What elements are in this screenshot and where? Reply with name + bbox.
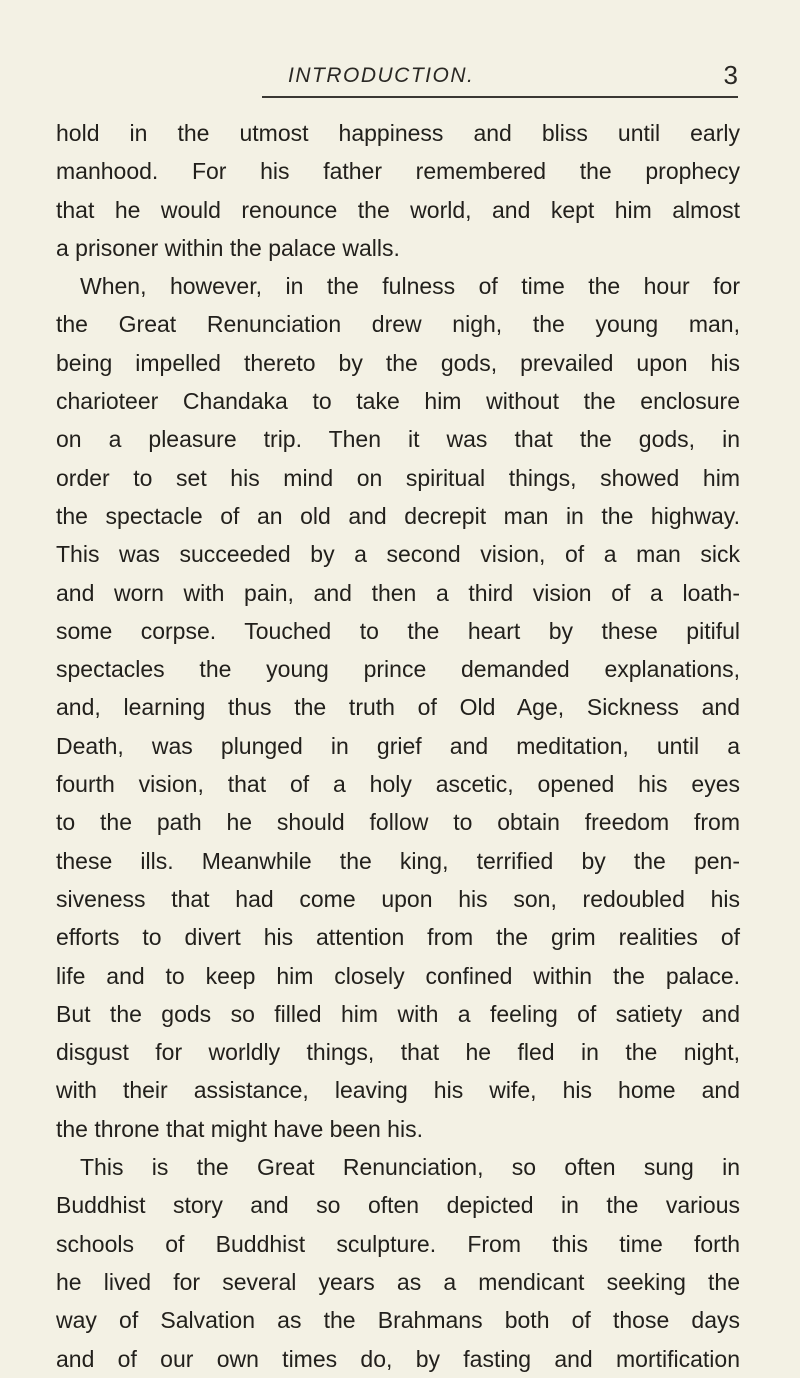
text-line: these ills. Meanwhile the king, terrified by the pen- [56,847,740,874]
text-line: Death, was plunged in grief and meditation, until a [56,732,740,759]
text-line: spectacles the young prince demanded explanations, [56,656,740,683]
text-line: efforts to divert his attention from the grim realities of [56,924,740,951]
text-line: order to set his mind on spiritual things, showed him [56,464,740,491]
text-line: Buddhist story and so often depicted in the various [56,1192,740,1219]
text-line: life and to keep him closely confined within the palace. [56,962,740,989]
page-number: 3 [723,60,738,90]
text-line: way of Salvation as the Brahmans both of those days [56,1307,740,1334]
text-line: the Great Renunciation drew nigh, the young man, [56,311,740,338]
text-line: the spectacle of an old and decrepit man in the highway. [56,502,740,529]
text-line: manhood. For his father remembered the prophecy [56,158,740,185]
text-line: schools of Buddhist sculpture. From this time forth [56,1230,740,1257]
text-line: with their assistance, leaving his wife, his home and [56,1077,740,1104]
text-line: This is the Great Renunciation, so often sung in [80,1154,740,1181]
body-text [56,114,740,1378]
header-rule [262,96,738,98]
text-line: disgust for worldly things, that he fled in the night, [56,1039,740,1066]
text-line: This was succeeded by a second vision, of a man sick [56,541,740,568]
text-line: fourth vision, that of a holy ascetic, opened his eyes [56,771,740,798]
text-line: and worn with pain, and then a third vision of a loath- [56,579,740,606]
running-title: INTRODUCTION. [288,64,475,87]
running-head [262,60,738,100]
text-line: and, learning thus the truth of Old Age, Sickness and [56,694,740,721]
text-line: When, however, in the fulness of time the hour for [80,273,740,300]
text-line: hold in the utmost happiness and bliss until early [56,120,740,146]
text-line: But the gods so filled him with a feeling of satiety and [56,1000,740,1027]
text-line: a prisoner within the palace walls. [56,234,400,261]
text-line: charioteer Chandaka to take him without the enclosure [56,388,740,415]
text-line: that he would renounce the world, and kept him almost [56,196,740,223]
text-line: he lived for several years as a mendicant seeking the [56,1268,740,1295]
text-line: to the path he should follow to obtain freedom from [56,809,740,836]
text-line: on a pleasure trip. Then it was that the gods, in [56,426,740,453]
text-line: being impelled thereto by the gods, prevailed upon his [56,349,740,376]
text-line: the throne that might have been his. [56,1115,423,1142]
text-line: siveness that had come upon his son, redoubled his [56,885,740,912]
text-line: and of our own times do, by fasting and mortification [56,1345,740,1372]
text-line: some corpse. Touched to the heart by these pitiful [56,617,740,644]
